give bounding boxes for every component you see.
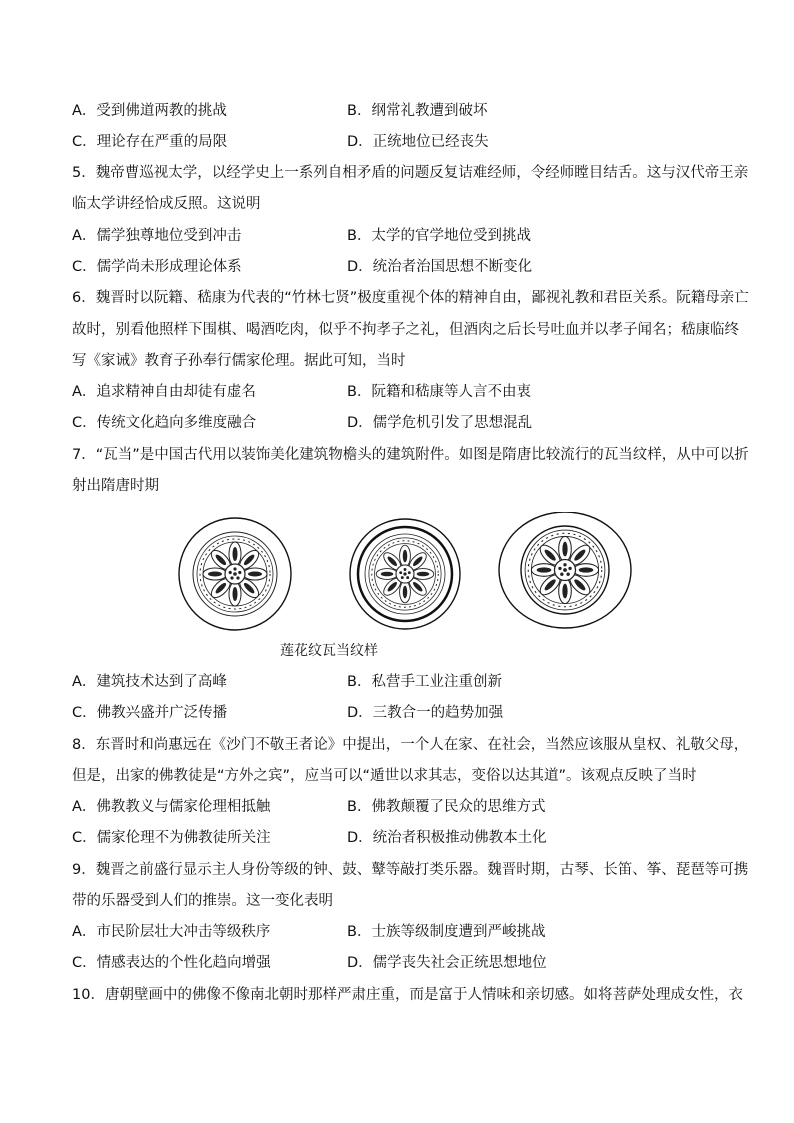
q6-option-a: A．追求精神自由却徒有虚名: [72, 384, 256, 400]
q8-option-a: A．佛教教义与儒家伦理相抵触: [72, 799, 271, 815]
lotus-tile-figure: [175, 512, 645, 637]
q4-option-b: B．纲常礼教遭到破坏: [347, 103, 488, 119]
q8-option-c: C．儒家伦理不为佛教徒所关注: [72, 830, 271, 846]
q8-option-d: D．统治者积极推动佛教本土化: [347, 830, 547, 846]
q9-stem-line-2: 带的乐器受到人们的推崇。这一变化表明: [72, 893, 333, 909]
q7-stem-line-1: 7．“瓦当”是中国古代用以装饰美化建筑物檐头的建筑附件。如图是隋唐比较流行的瓦当纹样，从中可以折: [72, 447, 749, 463]
q9-option-c: C．情感表达的个性化趋向增强: [72, 955, 271, 971]
q7-option-c: C．佛教兴盛并广泛传播: [72, 705, 228, 721]
q5-option-b: B．太学的官学地位受到挑战: [347, 228, 531, 244]
q5-option-c: C．儒学尚未形成理论体系: [72, 259, 242, 275]
lotus-tile-1: [179, 518, 291, 630]
q7-option-d: D．三教合一的趋势加强: [347, 705, 504, 721]
q6-option-d: D．儒学危机引发了思想混乱: [347, 415, 533, 431]
q9-option-d: D．儒学丧失社会正统思想地位: [347, 955, 547, 971]
q9-option-a: A．市民阶层壮大冲击等级秩序: [72, 924, 271, 940]
q6-stem-line-3: 写《家诫》教育子孙奉行儒家伦理。据此可知，当时: [72, 353, 406, 369]
q4-option-a: A．受到佛道两教的挑战: [72, 103, 227, 119]
q7-option-b: B．私营手工业注重创新: [347, 674, 502, 690]
q4-option-d: D．正统地位已经丧失: [347, 134, 489, 150]
q10-stem-line-1: 10．唐朝壁画中的佛像不像南北朝时那样严肃庄重，而是富于人情味和亲切感。如将菩萨处理成女性，衣: [72, 987, 743, 1003]
q5-option-a: A．儒学独尊地位受到冲击: [72, 228, 242, 244]
q5-stem-line-1: 5．魏帝曹巡视太学，以经学史上一系列自相矛盾的问题反复诘难经师，令经师瞠目结舌。这与汉代帝王亲: [72, 165, 749, 181]
q9-stem-line-1: 9．魏晋之前盛行显示主人身份等级的钟、鼓、鼙等敲打类乐器。魏晋时期，古琴、长笛、筝、琵琶等可携: [72, 862, 749, 878]
q9-option-b: B．士族等级制度遭到严峻挑战: [347, 924, 546, 940]
figure-caption: 莲花纹瓦当纹样: [280, 643, 378, 659]
q5-stem-line-2: 临太学讲经恰成反照。这说明: [72, 196, 261, 212]
q8-option-b: B．佛教颠覆了民众的思维方式: [347, 799, 546, 815]
q6-stem-line-1: 6．魏晋时以阮籍、嵇康为代表的“竹林七贤”极度重视个体的精神自由，鄙视礼教和君臣关系。阮籍母亲亡: [72, 290, 749, 306]
q5-option-d: D．统治者治国思想不断变化: [347, 259, 533, 275]
q7-option-a: A．建筑技术达到了高峰: [72, 674, 227, 690]
q6-option-b: B．阮籍和嵇康等人言不由衷: [347, 384, 531, 400]
lotus-tile-2: [350, 519, 460, 629]
q8-stem-line-2: 但是，出家的佛教徒是“方外之宾”，应当可以“遁世以求其志，变俗以达其道”。该观点反映了当时: [72, 768, 697, 784]
q6-stem-line-2: 故时，别看他照样下围棋、喝酒吃肉，似乎不拘孝子之礼，但酒肉之后长号吐血并以孝子闻名；嵇康临终: [72, 322, 739, 338]
q6-option-c: C．传统文化趋向多维度融合: [72, 415, 257, 431]
q4-option-c: C．理论存在严重的局限: [72, 134, 228, 150]
q8-stem-line-1: 8．东晋时和尚惠远在《沙门不敬王者论》中提出，一个人在家、在社会，当然应该服从皇权、礼敬父母，: [72, 737, 749, 753]
q7-stem-line-2: 射出隋唐时期: [72, 478, 159, 494]
lotus-tile-3: [499, 512, 631, 628]
